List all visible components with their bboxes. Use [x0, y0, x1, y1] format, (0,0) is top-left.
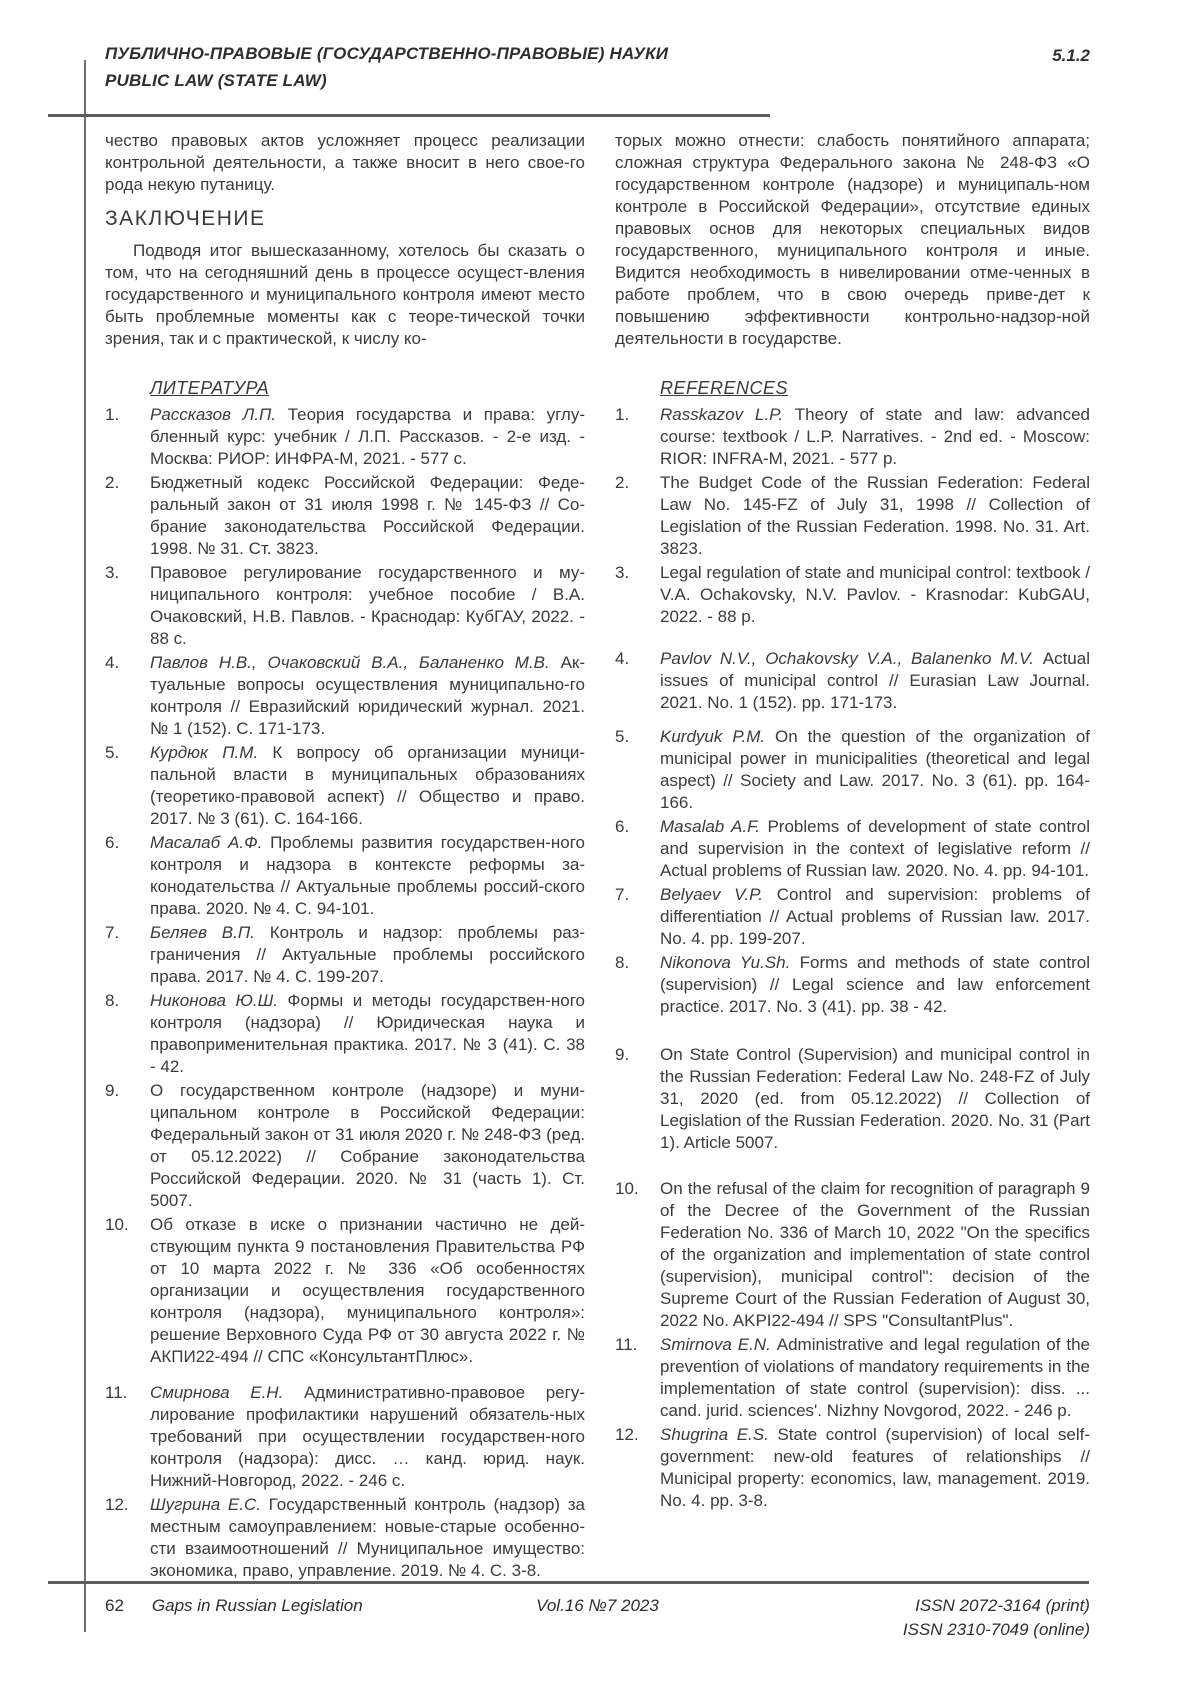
item-author: Павлов Н.В., Очаковский В.А., Баланенко М.В. — [150, 653, 561, 672]
item-author: Смирнова Е.Н. — [150, 1383, 304, 1402]
reference-item — [105, 404, 585, 470]
item-number: 11. — [615, 1335, 638, 1354]
item-author: Nikonova Yu.Sh. — [660, 953, 800, 972]
item-text: Shugrina E.S. State control (supervision) of local self-government: new-old features of relationships // Municipal property: economics, law, management. 2019. No. 4. pp. 3-8. — [660, 1425, 1090, 1510]
reference-item — [105, 990, 585, 1078]
item-number: 8. — [615, 953, 630, 972]
reference-item — [105, 742, 585, 830]
item-text: Об отказе в иске о признании частично не дей-ствующим пункта 9 постановления Правительства РФ от 10 марта 2022 г. № 336 «Об особенностях организации и осуществления государственного контроля (надзора), муниципального контроля»: решение Верховного Суда РФ от 30 августа 2022 г. № АКПИ22-494 // СПС «КонсультантПлюс». — [150, 1215, 585, 1366]
item-text: Никонова Ю.Ш. Формы и методы государствен-ного контроля (надзора) // Юридическая наука и правоприменительная практика. 2017. № 3 (41). С. 38 - 42. — [150, 991, 585, 1076]
item-author: Smirnova E.N. — [660, 1335, 777, 1354]
volume-info: Vol.16 №7 2023 — [536, 1596, 659, 1615]
reference-item — [105, 1080, 585, 1212]
item-text: Смирнова Е.Н. Административно-правовое регу-лирование профилактики нарушений обязатель-ных требований при осуществлении государствен-ного контроля (надзора): дисс. … канд. юрид. наук. Нижний-Новгород, 2022. - 246 с. — [150, 1383, 585, 1490]
reference-item — [615, 952, 1090, 1018]
item-author: Belyaev V.P. — [660, 885, 777, 904]
item-text: Pavlov N.V., Ochakovsky V.A., Balanenko M.V. Actual issues of municipal control // Eurasian Law Journal. 2021. No. 1 (152). pp. 171-173. — [660, 649, 1090, 712]
item-text: Рассказов Л.П. Теория государства и права: углу-бленный курс: учебник / Л.П. Рассказов. - 2-е изд. - Москва: РИОР: ИНФРА-М, 2021. - 577 с. — [150, 405, 585, 468]
item-author: Pavlov N.V., Ochakovsky V.A., Balanenko M.V. — [660, 649, 1043, 668]
item-text: Масалаб А.Ф. Проблемы развития государствен-ного контроля и надзора в контексте реформы за-конодательства // Актуальные проблемы россий-ского права. 2020. № 4. С. 94-101. — [150, 833, 586, 918]
item-text: Шугрина Е.С. Государственный контроль (надзор) за местным самоуправлением: новые-старые особенно-сти взаимоотношений // Муниципальное имущество: экономика, право, управление. 2019. № 4. С. 3-8. — [150, 1495, 585, 1580]
reference-item — [105, 1214, 585, 1368]
item-author: Беляев В.П. — [150, 923, 270, 942]
item-number: 1. — [615, 405, 630, 424]
item-number: 2. — [105, 473, 120, 492]
item-text: Kurdyuk P.M. On the question of the organization of municipal power in municipalities (theoretical and legal aspect) // Society and Law. 2017. No. 3 (61). pp. 164-166. — [660, 727, 1090, 812]
header-titles — [105, 40, 668, 94]
item-number: 6. — [105, 833, 120, 852]
item-number: 12. — [105, 1495, 129, 1514]
item-text: Павлов Н.В., Очаковский В.А., Баланенко М.В. Ак-туальные вопросы осуществления муниципально-го контроля // Евразийский юридический журнал. 2021. № 1 (152). С. 171-173. — [150, 653, 585, 738]
item-text: Legal regulation of state and municipal control: textbook / V.A. Ochakovsky, N.V. Pavlov. - Krasnodar: KubGAU, 2022. - 88 p. — [660, 563, 1090, 626]
item-number: 2. — [615, 473, 630, 492]
item-author: Shugrina E.S. — [660, 1425, 778, 1444]
item-text: Smirnova E.N. Administrative and legal regulation of the prevention of violations of mandatory requirements in the implementation of state control (supervision): diss. ... cand. jurid. sciences'. Nizhny Novgorod, 2022. - 246 p. — [660, 1335, 1090, 1420]
item-text: Курдюк П.М. К вопросу об организации муници-пальной власти в муниципальных образованиях (теоретико-правовой аспект) // Общество и право. 2017. № 3 (61). С. 164-166. — [150, 743, 585, 828]
reference-item — [615, 1178, 1090, 1332]
item-number: 11. — [105, 1383, 128, 1402]
item-number: 5. — [615, 727, 630, 746]
reference-item — [105, 472, 585, 560]
item-number: 1. — [105, 405, 120, 424]
item-author: Рассказов Л.П. — [150, 405, 288, 424]
item-number: 5. — [105, 743, 120, 762]
reference-item — [105, 1382, 585, 1492]
item-text: On the refusal of the claim for recognition of paragraph 9 of the Decree of the Government of the Russian Federation No. 336 of March 10, 2022 "On the specifics of the organization and implementation of state control (supervision), municipal control": decision of the Supreme Court of the Russian Federation of August 30, 2022 No. AKPI22-494 // SPS "ConsultantPlus". — [660, 1179, 1090, 1330]
item-number: 3. — [105, 563, 120, 582]
item-author: Никонова Ю.Ш. — [150, 991, 288, 1010]
item-number: 4. — [615, 649, 630, 668]
issn-block — [762, 1594, 1090, 1642]
issn-print: ISSN 2072-3164 (print) — [915, 1596, 1090, 1615]
reference-item — [105, 562, 585, 650]
item-author: Rasskazov L.P. — [660, 405, 795, 424]
reference-item — [615, 1044, 1090, 1154]
intro-paragraph: чество правовых актов усложняет процесс реализации контрольной деятельности, а также вносит в него свое-го рода некую путаницу. — [105, 131, 585, 194]
left-margin-rule — [84, 60, 86, 1632]
page-header — [105, 40, 1090, 94]
item-text: On State Control (Supervision) and municipal control in the Russian Federation: Federal Law No. 248-FZ of July 31, 2020 (ed. from 05.12.2022) // Collection of Legislation of the Russian Federation. 2020. No. 31 (Part 1). Article 5007. — [660, 1045, 1090, 1152]
header-title-en: PUBLIC LAW (STATE LAW) — [105, 71, 327, 90]
conclusion-heading: ЗАКЛЮЧЕНИЕ — [105, 207, 266, 230]
item-text: Masalab A.F. Problems of development of state control and supervision in the context of legislative reform // Actual problems of Russian law. 2020. No. 4. pp. 94-101. — [660, 817, 1090, 880]
literature-list — [105, 404, 585, 1582]
reference-item — [105, 832, 585, 920]
references-list — [615, 404, 1090, 1512]
item-number: 12. — [615, 1425, 639, 1444]
article-body — [105, 130, 1090, 1584]
item-number: 4. — [105, 653, 120, 672]
item-author: Kurdyuk P.M. — [660, 727, 776, 746]
item-author: Шугрина Е.С. — [150, 1495, 269, 1514]
item-number: 7. — [105, 923, 120, 942]
footer-left — [105, 1594, 433, 1618]
item-text: Правовое регулирование государственного и му-ниципального контроля: учебное пособие / В.А. Очаковский, Н.В. Павлов. - Краснодар: КубГАУ, 2022. - 88 с. — [150, 563, 585, 648]
item-number: 10. — [615, 1179, 639, 1198]
reference-item — [105, 652, 585, 740]
reference-item — [105, 1494, 585, 1582]
reference-item — [615, 404, 1090, 470]
reference-item — [615, 1334, 1090, 1422]
reference-item — [615, 816, 1090, 882]
item-text: Бюджетный кодекс Российской Федерации: Феде-ральный закон от 31 июля 1998 г. № 145-ФЗ // Со-брание законодательства Российской Федерации. 1998. № 31. Ст. 3823. — [150, 473, 585, 558]
item-number: 10. — [105, 1215, 129, 1234]
item-number: 9. — [615, 1045, 630, 1064]
item-number: 6. — [615, 817, 630, 836]
item-author: Масалаб А.Ф. — [150, 833, 271, 852]
reference-item — [615, 884, 1090, 950]
item-text: Belyaev V.P. Control and supervision: problems of differentiation // Actual problems of Russian law. 2017. No. 4. pp. 199-207. — [660, 885, 1090, 948]
item-text: О государственном контроле (надзоре) и муни-ципальном контроле в Российской Федерации: Федеральный закон от 31 июля 2020 г. № 248-ФЗ (ред. от 05.12.2022) // Собрание законодательства Российской Федерации. 2020. № 31 (часть 1). Ст. 5007. — [150, 1081, 585, 1210]
reference-item — [615, 1424, 1090, 1512]
item-author: Курдюк П.М. — [150, 743, 273, 762]
header-rule — [48, 114, 770, 117]
item-text: Rasskazov L.P. Theory of state and law: advanced course: textbook / L.P. Narratives. - 2nd ed. - Moscow: RIOR: INFRA-M, 2021. - 577 p. — [660, 405, 1090, 468]
issn-online: ISSN 2310-7049 (online) — [902, 1620, 1090, 1639]
item-text: Беляев В.П. Контроль и надзор: проблемы раз-граничения // Актуальные проблемы российского права. 2017. № 4. С. 199-207. — [150, 923, 585, 986]
conclusion-paragraph: Подводя итог вышесказанному, хотелось бы сказать о том, что на сегодняшний день в процессе осущест-вления государственного и муниципального контроля имеют место быть проблемные моменты как с теоре-тической точки зрения, так и с практической, к числу ко- — [105, 241, 585, 348]
journal-title: Gaps in Russian Legislation — [151, 1596, 363, 1615]
reference-item — [615, 648, 1090, 714]
item-number: 3. — [615, 563, 630, 582]
reference-item — [615, 562, 1090, 628]
item-text: The Budget Code of the Russian Federation: Federal Law No. 145-FZ of July 31, 1998 // Collection of Legislation of the Russian Federation. 1998. No. 31. Art. 3823. — [660, 473, 1090, 558]
item-text: Nikonova Yu.Sh. Forms and methods of state control (supervision) // Legal science and law enforcement practice. 2017. No. 3 (41). pp. 38 - 42. — [660, 953, 1090, 1016]
continuation-paragraph: торых можно отнести: слабость понятийного аппарата; сложная структура Федерального закона № 248-ФЗ «О государственном контроле (надзоре) и муниципаль-ном контроле в Российской Федерации», отсутствие единых правовых основ для некоторых специальных видов государственного, муниципального контроля и иные. Видится необходимость в нивелировании отме-ченных в работе проблем, что в свою очередь приве-дет к повышению эффективности контрольно-надзор-ной деятельности в государстве. — [615, 131, 1090, 348]
header-title-ru: ПУБЛИЧНО-ПРАВОВЫЕ (ГОСУДАРСТВЕННО-ПРАВОВЫЕ) НАУКИ — [105, 44, 669, 63]
page-number: 62 — [105, 1596, 124, 1615]
reference-item — [105, 922, 585, 988]
reference-item — [615, 726, 1090, 814]
item-number: 8. — [105, 991, 120, 1010]
left-column — [105, 130, 585, 1584]
page-footer — [105, 1594, 1090, 1642]
literature-heading: ЛИТЕРАТУРА — [150, 378, 270, 398]
item-author: Masalab A.F. — [660, 817, 768, 836]
references-heading: REFERENCES — [660, 378, 789, 398]
item-number: 7. — [615, 885, 630, 904]
specialty-code: 5.1.2 — [1052, 46, 1090, 65]
right-column — [615, 130, 1090, 1584]
item-number: 9. — [105, 1081, 120, 1100]
reference-item — [615, 472, 1090, 560]
footer-rule — [48, 1581, 1089, 1584]
